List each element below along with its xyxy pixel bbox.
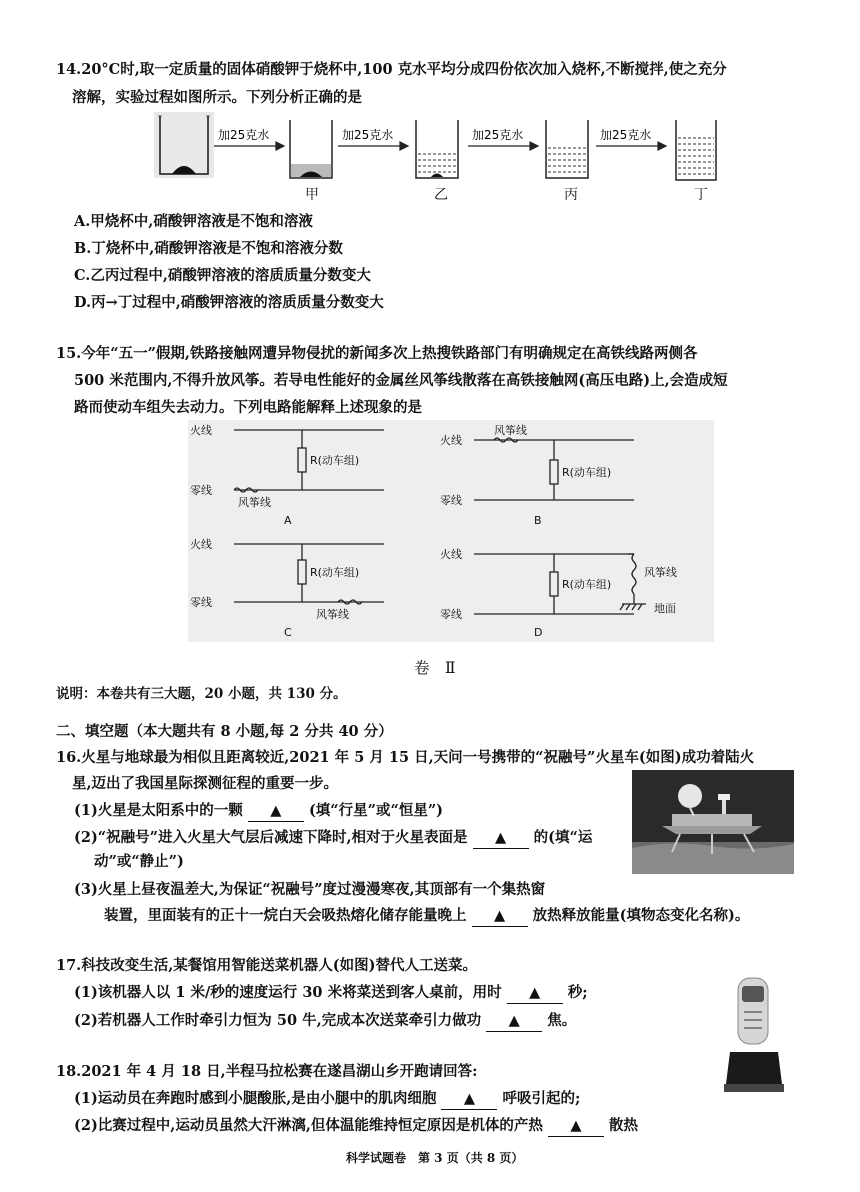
- q18-answer-blank-2[interactable]: ▲: [548, 1116, 604, 1137]
- q18-stem: 18.2021 年 4 月 18 日,半程马拉松赛在遂昌湖山乡开跑请回答:: [56, 1063, 478, 1080]
- q16-part1-text: (1)火星是太阳系中的一颗: [74, 802, 243, 819]
- section-title: 卷 Ⅱ: [414, 659, 456, 677]
- q14-option-b: B.丁烧杯中,硝酸钾溶液是不饱和溶液分数: [74, 240, 343, 257]
- q16-part2-text: (2)“祝融号”进入火星大气层后减速下降时,相对于火星表面是: [74, 829, 468, 846]
- q17-part2: [74, 1011, 576, 1032]
- q17-part2-text: (2)若机器人工作时牵引力恒为 50 牛,完成本次送菜牵引力做功: [74, 1012, 482, 1029]
- d-resistor-label: R(动车组): [562, 578, 612, 591]
- c-resistor-label: R(动车组): [310, 566, 360, 579]
- q17-stem: 17.科技改变生活,某餐馆用智能送菜机器人(如图)替代人工送菜。: [56, 957, 477, 974]
- arrow-label-3: 加25克水: [472, 128, 524, 142]
- q18-part2-hint: 散热: [609, 1117, 639, 1134]
- q18-part1: [74, 1089, 580, 1110]
- q17-part1: [74, 983, 588, 1004]
- q16-stem-line1: 16.火星与地球最为相似且距离较近,2021 年 5 月 15 日,天问一号携带的“祝融号”火星车(如图)成功着陆火: [56, 749, 755, 766]
- section-heading: 二、填空题（本大题共有 8 小题,每 2 分共 40 分）: [56, 723, 393, 740]
- circuit-label-b: B: [534, 514, 542, 527]
- q16-part2-cont: 动”或“静止”): [94, 853, 184, 870]
- c-kite-label: 风筝线: [316, 608, 349, 621]
- q16-part3-hint: 放热释放能量(填物态变化名称)。: [532, 907, 750, 924]
- q18-answer-blank-1[interactable]: ▲: [441, 1089, 497, 1110]
- q17-answer-blank-2[interactable]: ▲: [486, 1011, 542, 1032]
- beaker-label-jia: 甲: [305, 187, 319, 203]
- q16-answer-blank-3[interactable]: ▲: [472, 906, 528, 927]
- delivery-robot-image: [722, 972, 786, 1096]
- q16-answer-blank-1[interactable]: ▲: [248, 801, 304, 822]
- beaker-label-ding: 丁: [694, 187, 708, 203]
- a-neutral-label: 零线: [190, 484, 212, 497]
- q16-part1-hint: (填“行星”或“恒星”): [308, 802, 444, 819]
- q14-option-d: D.丙→丁过程中,硝酸钾溶液的溶质质量分数变大: [74, 294, 384, 311]
- q15-stem-line3: 路而使动车组失去动力。下列电路能解释上述现象的是: [74, 399, 422, 416]
- a-live-label: 火线: [190, 424, 212, 437]
- arrow-label-2: 加25克水: [342, 128, 394, 142]
- q17-answer-blank-1[interactable]: ▲: [507, 983, 563, 1004]
- a-resistor-label: R(动车组): [310, 454, 360, 467]
- circuit-label-d: D: [534, 626, 543, 639]
- q14-stem-line2: 溶解，实验过程如图所示。下列分析正确的是: [72, 89, 362, 106]
- q15-circuit-figure: [188, 420, 714, 642]
- d-kite-label: 风筝线: [644, 566, 677, 579]
- q18-part1-text: (1)运动员在奔跑时感到小腿酸胀,是由小腿中的肌肉细胞: [74, 1090, 437, 1107]
- q15-stem-line2: 500 米范围内,不得升放风筝。若导电性能好的金属丝风筝线散落在高铁接触网(高压电路)上,会造成短: [74, 372, 728, 389]
- b-kite-label: 风筝线: [494, 424, 527, 437]
- circuit-label-c: C: [284, 626, 292, 639]
- section-note: 说明：本卷共有三大题，20 小题，共 130 分。: [56, 686, 347, 702]
- q17-part2-unit: 焦。: [547, 1012, 577, 1029]
- b-resistor-label: R(动车组): [562, 466, 612, 479]
- arrow-label-1: 加25克水: [218, 128, 270, 142]
- q16-part2: [74, 828, 592, 849]
- mars-rover-image: [632, 770, 794, 874]
- d-neutral-label: 零线: [440, 608, 462, 621]
- d-live-label: 火线: [440, 548, 462, 561]
- circuit-label-a: A: [284, 514, 292, 527]
- a-kite-label: 风筝线: [238, 496, 271, 509]
- c-neutral-label: 零线: [190, 596, 212, 609]
- b-live-label: 火线: [440, 434, 462, 447]
- q18-part2-text: (2)比赛过程中,运动员虽然大汗淋漓,但体温能维持恒定原因是机体的产热: [74, 1117, 543, 1134]
- q18-part2: [74, 1116, 638, 1137]
- q16-part3-line2: [104, 906, 749, 927]
- q17-part1-unit: 秒;: [567, 984, 588, 1001]
- q16-part1: [74, 801, 443, 822]
- q16-stem-line2: 星,迈出了我国星际探测征程的重要一步。: [72, 775, 339, 792]
- q15-stem-line1: 15.今年“五一”假期,铁路接触网遭异物侵扰的新闻多次上热搜铁路部门有明确规定在高铁线路两侧各: [56, 345, 698, 362]
- arrow-label-4: 加25克水: [600, 128, 652, 142]
- beaker-label-bing: 丙: [564, 187, 578, 203]
- b-neutral-label: 零线: [440, 494, 462, 507]
- q14-option-a: A.甲烧杯中,硝酸钾溶液是不饱和溶液: [74, 213, 313, 230]
- d-ground-label: 地面: [654, 602, 676, 615]
- c-live-label: 火线: [190, 538, 212, 551]
- q18-part1-hint: 呼吸引起的;: [502, 1090, 581, 1107]
- q16-part3: (3)火星上昼夜温差大,为保证“祝融号”度过漫漫寒夜,其顶部有一个集热窗: [74, 881, 546, 898]
- beaker-label-yi: 乙: [434, 187, 448, 203]
- page-footer: 科学试题卷 第 3 页（共 8 页）: [346, 1151, 524, 1165]
- q16-answer-blank-2[interactable]: ▲: [473, 828, 529, 849]
- q16-part3-text: 装置，里面装有的正十一烷白天会吸热熔化储存能量晚上: [104, 907, 467, 924]
- q14-option-c: C.乙丙过程中,硝酸钾溶液的溶质质量分数变大: [74, 267, 371, 284]
- q16-part2-hint: 的(填“运: [533, 829, 593, 846]
- q17-part1-text: (1)该机器人以 1 米/秒的速度运行 30 米将菜送到客人桌前，用时: [74, 984, 502, 1001]
- q14-stem-line1: 14.20°C时,取一定质量的固体硝酸钾于烧杯中,100 克水平均分成四份依次加入烧杯,不断搅拌,使之充分: [56, 61, 727, 78]
